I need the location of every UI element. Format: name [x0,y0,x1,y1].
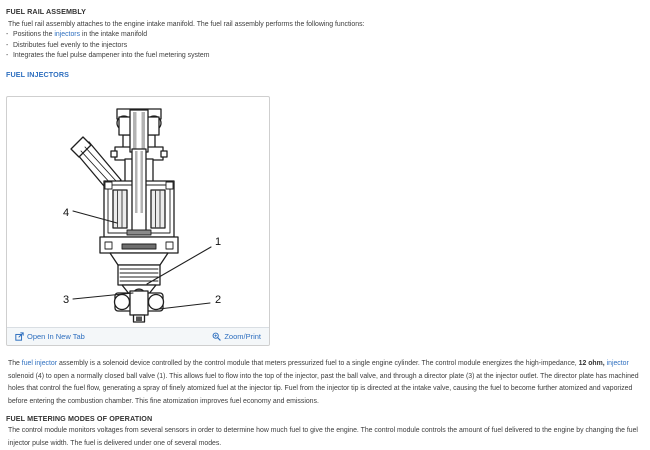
bullet-text: Positions the injectors in the intake manifold [13,31,148,38]
callout-2: 2 [214,294,222,307]
injector-figure-box [6,96,270,346]
callout-1: 1 [214,236,222,249]
ohm-value: 12 ohm, [578,360,605,368]
callout-3: 3 [62,294,70,307]
fuel-metering-paragraph: The control module monitors voltages from several sensors in order to determine how much fuel to give the engine. The control module controls the amount of fuel delivered to the engine by changing the fuel injector pulse width. The fuel is delivered under one of several modes. [8,427,638,447]
callout-4: 4 [62,207,70,220]
bullet-text: Integrates the fuel pulse dampener into the fuel metering system [13,52,210,60]
fuel-injectors-heading: FUEL INJECTORS [6,70,70,80]
magnifier-icon [212,332,221,341]
bullet-text: Distributes fuel evenly to the injectors [13,41,128,49]
fuel-metering-heading: FUEL METERING MODES OF OPERATION [6,414,153,424]
injector-cross-section-drawing [7,97,269,327]
open-in-new-tab-link[interactable]: Open In New Tab [15,332,85,341]
bullet-item [6,51,644,62]
injector-link[interactable]: injector [606,360,629,368]
bullet-dash: - [6,41,9,49]
bullet-item [6,30,644,41]
fuel-rail-heading: FUEL RAIL ASSEMBLY [6,7,87,16]
bullet-dash: - [6,31,9,38]
zoom-print-link[interactable]: Zoom/Print [212,332,261,341]
injector-description-paragraph: The fuel injector assembly is a solenoid device controlled by the control module that meters pressurized fuel to a single engine cylinder. The control module energizes the high-impedance, 12 ohm, injector solenoid (4) to open a normally closed ball valve (1). This allows fuel to flow into the top of the injector, past the ball valve, and through a director plate (3) at the injector outlet. The director plate has machined holes that control the fuel flow, generating a spray of finely atomized fuel at the injector tip. Fuel from the injector tip is directed at the intake valve, causing the fuel to become further atomized and vaporized before entering the combustion chamber. This fine atomization improves fuel economy and emissions. [8,360,639,405]
figure-toolbar [7,327,269,345]
injector-diagram[interactable] [7,97,269,327]
external-link-icon [15,332,24,341]
injector-tip [115,291,164,322]
fuel-injector-link[interactable]: fuel injector [21,360,58,368]
bullet-dash: - [6,52,9,60]
bullet-item [6,41,644,52]
injectors-link[interactable]: injectors [54,31,81,38]
fuel-rail-intro: The fuel rail assembly attaches to the engine intake manifold. The fuel rail assembly performs the following functions: [8,21,365,28]
